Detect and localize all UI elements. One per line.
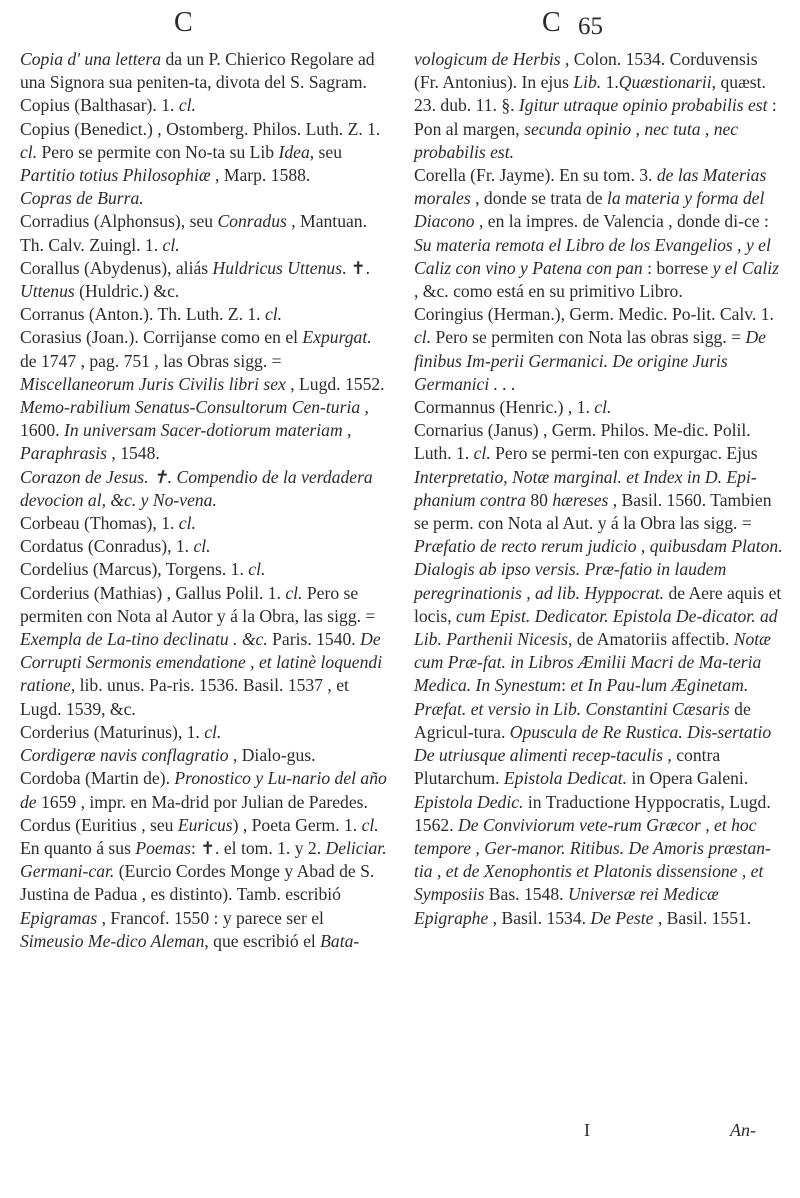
entry-italic-text: cl. [162,234,180,255]
entry-italic-text: Interpretatio [414,466,504,487]
entry-italic-text: cl. [193,536,211,557]
dictionary-entry [20,48,388,94]
header-letter-right: C [542,7,561,38]
dictionary-entry [20,814,388,953]
dictionary-entry [20,94,388,117]
entry-italic-text: Huldricus Uttenus [212,257,343,278]
entry-text: , Francof. 1550 : y parece ser el [97,907,324,928]
entry-text: , Lugd. 1552. [285,373,385,394]
dictionary-entry [20,466,388,512]
entry-text: Corranus (Anton.). Th. Luth. Z. 1. [20,304,265,325]
entry-italic-text: cl. [204,721,222,742]
entry-italic-text: y el Caliz [712,257,780,278]
entry-text: Pero se permiten con Nota las obras sigg. = [431,327,746,348]
entry-italic-text: Deliciar. Germani-car. [20,837,387,882]
entry-text: : [561,675,571,696]
entry-text: Corderius (Mathias) , Gallus Polil. 1. [20,582,286,603]
entry-text: , de Amatoriis affectib. [567,629,734,650]
entry-italic-text: la materia y forma del Diacono [414,188,765,232]
entry-text: : ✝. el tom. 1. y 2. [191,837,326,858]
entry-text: , donde se trata de [470,188,608,209]
entry-italic-text: Pronostico y Lu-nario del año de [20,768,387,812]
entry-italic-text: Uttenus [20,281,75,302]
entry-text: in Traductione Hyppocratis, Lugd. 1562. [414,791,771,835]
entry-italic-text: et In Pau-lum Æginetam. Præfat. et versio in Lib. Constantini Cæsaris [414,675,749,719]
entry-text: , Basil. 1560. Tambien se perm. con Nota al Aut. y á la Obra las sigg. = [414,489,772,534]
entry-text: 80 [525,489,553,510]
dictionary-entry [414,396,786,419]
entry-italic-text: Opuscula de Re Rustica. Dis-sertatio De utriusque alimenti recep-taculis [414,721,772,766]
entry-italic-text: cl. [594,397,612,418]
entry-italic-text: Bata- [320,930,360,951]
dictionary-entry [20,767,388,813]
entry-text: En quanto á sus [20,837,136,858]
entry-text: 1659 , impr. en Ma-drid por Julian de Paredes. [36,791,368,812]
entry-text: , en la impres. de Valencia , donde di-ce : [474,211,769,232]
dictionary-entry [20,187,388,210]
entry-text: , lib. unus. Pa-ris. 1536. Basil. 1537 , et Lugd. 1539, &c. [20,675,349,719]
entry-italic-text: Igitur utraque opinio probabilis est [518,95,768,116]
entry-italic-text: cl. [285,582,303,603]
entry-text: , Mantuan. Th. Calv. Zuingl. 1. [20,211,367,255]
entry-text: , Basil. 1534. [488,907,591,928]
entry-italic-text: hæreses [552,489,609,510]
entry-italic-text: Cordigeræ navis conflagratio [20,745,229,766]
entry-text: Pero se permite con No-ta su Lib [37,141,279,162]
entry-text: in Opera Galeni. [627,768,749,789]
signature-mark: I [584,1120,590,1140]
entry-text: Corasius (Joan.). Corrijanse como en el [20,327,303,348]
entry-text: ) , Poeta Germ. 1. [232,814,362,835]
entry-text: , Dialo-gus. [228,745,316,766]
entry-text: : Pon al margen, [414,95,777,139]
entry-text: , contra Plutarchum. [414,745,721,789]
entry-text: : borrese [642,257,713,278]
entry-text: Paris. 1540. [267,629,361,650]
dictionary-entry [20,210,388,256]
dictionary-entry [20,582,388,721]
entry-italic-text: Expurgat. [302,327,372,348]
entry-italic-text: cl. [361,814,379,835]
entry-text: (Huldric.) &c. [74,281,180,302]
entry-text: Copius (Benedict.) , Ostomberg. Philos. Luth. Z. 1. [20,118,381,139]
entry-text: Cormannus (Henric.) , 1. [414,397,595,418]
entry-italic-text: Copras de Burra. [20,188,144,209]
entry-italic-text: cum Epist. Dedicator. Epistola De-dicator. ad Lib. Parthenii Nicesis [414,605,778,650]
entry-text: , Colon. 1534. Corduvensis (Fr. Antonius). In ejus [414,49,758,93]
dictionary-entry [20,535,388,558]
entry-text: de Aere aquis et locis, [414,582,782,626]
entry-italic-text: vologicum de Herbis [414,49,561,69]
entry-italic-text: secunda opinio , nec tuta , nec probabilis est. [414,118,739,162]
entry-text: 1. [601,72,619,93]
entry-italic-text: Notæ marginal. et Index in D. Epi-phanium contra [414,466,757,510]
header-letter-left: C [174,7,193,38]
entry-italic-text: Notæ cum Præ-fat. in Libros Æmilii Macri de Ma-teria Medica. In Synestum [414,629,771,696]
entry-text: Cordus (Euritius , seu [20,814,178,835]
entry-italic-text: Miscellaneorum Juris Civilis libri sex [20,373,286,394]
dictionary-entry [414,164,786,303]
entry-italic-text: cl. [473,443,491,464]
entry-text: . ✝. [342,257,370,278]
entry-italic-text: Copia d' una lettera [20,49,162,69]
entry-italic-text: Su materia remota el Libro de los Evangelios , y el Caliz con vino y Patena con pan [414,234,771,278]
entry-italic-text: de las Materias morales [414,165,767,209]
dictionary-entry [20,303,388,326]
entry-text: Corallus (Abydenus), aliás [20,257,213,278]
entry-italic-text: Quæstionarii [618,72,712,93]
entry-text: Coringius (Herman.), Germ. Medic. Po-lit. Calv. 1. [414,304,774,325]
entry-italic-text: Epistola Dedic. [414,791,524,812]
entry-text: , Marp. 1588. [210,165,311,186]
entry-text: , 1600. [20,397,369,441]
entry-italic-text: Corazon de Jesus. ✝. Compendio de la verdadera devocion al, &c. y No-vena. [20,466,373,510]
entry-text: (Eurcio Cordes Monge y Abad de S. Justina de Padua , es distinto). Tamb. escribió [20,861,375,905]
entry-italic-text: De finibus Im-perii Germanici. De origine Juris Germanici . . . [414,327,766,394]
entry-italic-text: De Corrupti Sermonis emendatione , et latinè loquendi ratione [20,629,383,696]
dictionary-entry [414,48,786,164]
entry-italic-text: cl. [414,327,432,348]
entry-italic-text: Exempla de La-tino declinatu . &c. [20,629,268,650]
entry-text: , 1548. [107,443,160,464]
dictionary-entry [20,721,388,744]
entry-italic-text: In universam Sacer-dotiorum materiam , Paraphrasis [20,420,352,464]
entry-text: , Basil. 1551. [653,907,752,928]
dictionary-entry [414,303,786,396]
entry-text: Corradius (Alphonsus), seu [20,211,218,232]
entry-italic-text: Memo-rabilium Senatus-Consultorum Cen-turia [20,397,361,418]
entry-text: Copius (Balthasar). 1. [20,95,179,116]
dictionary-entry [20,512,388,535]
left-column [20,48,388,953]
entry-text: Cornarius (Janus) , Germ. Philos. Me-dic. Polil. Luth. 1. [414,420,751,464]
entry-italic-text: Conradus [217,211,287,232]
entry-italic-text: De Conviviorum vete-rum Græcor , et hoc tempore , Ger-manor. Ritibus. De Amoris præstan-tia , et de Xenophontis et Platonis dissensione , et Symposiis [414,814,771,905]
dictionary-entry [20,558,388,581]
entry-italic-text: Epigramas [20,907,98,928]
entry-italic-text: cl. [248,559,266,580]
entry-italic-text: Præfatio de recto rerum judicio , quibusdam Platon. Dialogis ab ipso versis. Præ-fatio in laudem peregrinationis , ad lib. Hyppocrat. [414,536,783,603]
entry-text: , [503,466,513,487]
entry-text: Pero se permi-ten con expurgac. Ejus [490,443,758,464]
entry-italic-text: De Peste [590,907,654,928]
page-number: 65 [578,13,603,40]
entry-text: Corbeau (Thomas), 1. [20,513,179,534]
entry-italic-text: Poemas [135,837,192,858]
entry-italic-text: Lib. [573,72,602,93]
entry-italic-text: cl. [178,95,196,116]
dictionary-entry [20,257,388,303]
entry-italic-text: Partitio totius Philosophiæ [20,165,211,186]
entry-text: Cordoba (Martin de). [20,768,175,789]
entry-italic-text: cl. [264,304,283,325]
dictionary-entry [20,326,388,465]
entry-text: da un P. Chierico Regolare ad una Signora sua peniten-ta, divota del S. Sagram. [20,49,375,93]
dictionary-entry [20,744,388,767]
dictionary-entry [20,118,388,188]
entry-italic-text: Simeusio Me-dico Aleman [20,930,205,951]
page-header [0,6,800,50]
entry-italic-text: Universæ rei Medicæ Epigraphe [414,884,719,928]
catchword: An- [730,1120,756,1140]
entry-text: , que escribió el [204,930,321,951]
right-column [414,48,786,930]
entry-italic-text: Epistola Dedicat. [503,768,628,789]
entry-text: Cordelius (Marcus), Torgens. 1. [20,559,249,580]
entry-text: , quæst. 23. dub. 11. §. [414,72,766,116]
entry-italic-text: cl. [178,513,196,534]
entry-italic-text: Idea [278,141,310,162]
dictionary-entry [414,419,786,929]
entry-text: Pero se permiten con Nota al Autor y á la Obra, las sigg. = [20,582,376,626]
entry-text: de 1747 , pag. 751 , las Obras sigg. = [20,350,282,371]
entry-text: de Agricul-tura. [414,698,751,742]
entry-text: , seu [309,141,342,162]
entry-text: Corderius (Maturinus), 1. [20,721,205,742]
entry-text: Bas. 1548. [484,884,568,905]
entry-italic-text: Euricus [177,814,233,835]
entry-text: Corella (Fr. Jayme). En su tom. 3. [414,165,657,186]
entry-text: Cordatus (Conradus), 1. [20,536,194,557]
entry-italic-text: cl. [20,141,38,162]
entry-text: , &c. como está en su primitivo Libro. [414,281,683,302]
